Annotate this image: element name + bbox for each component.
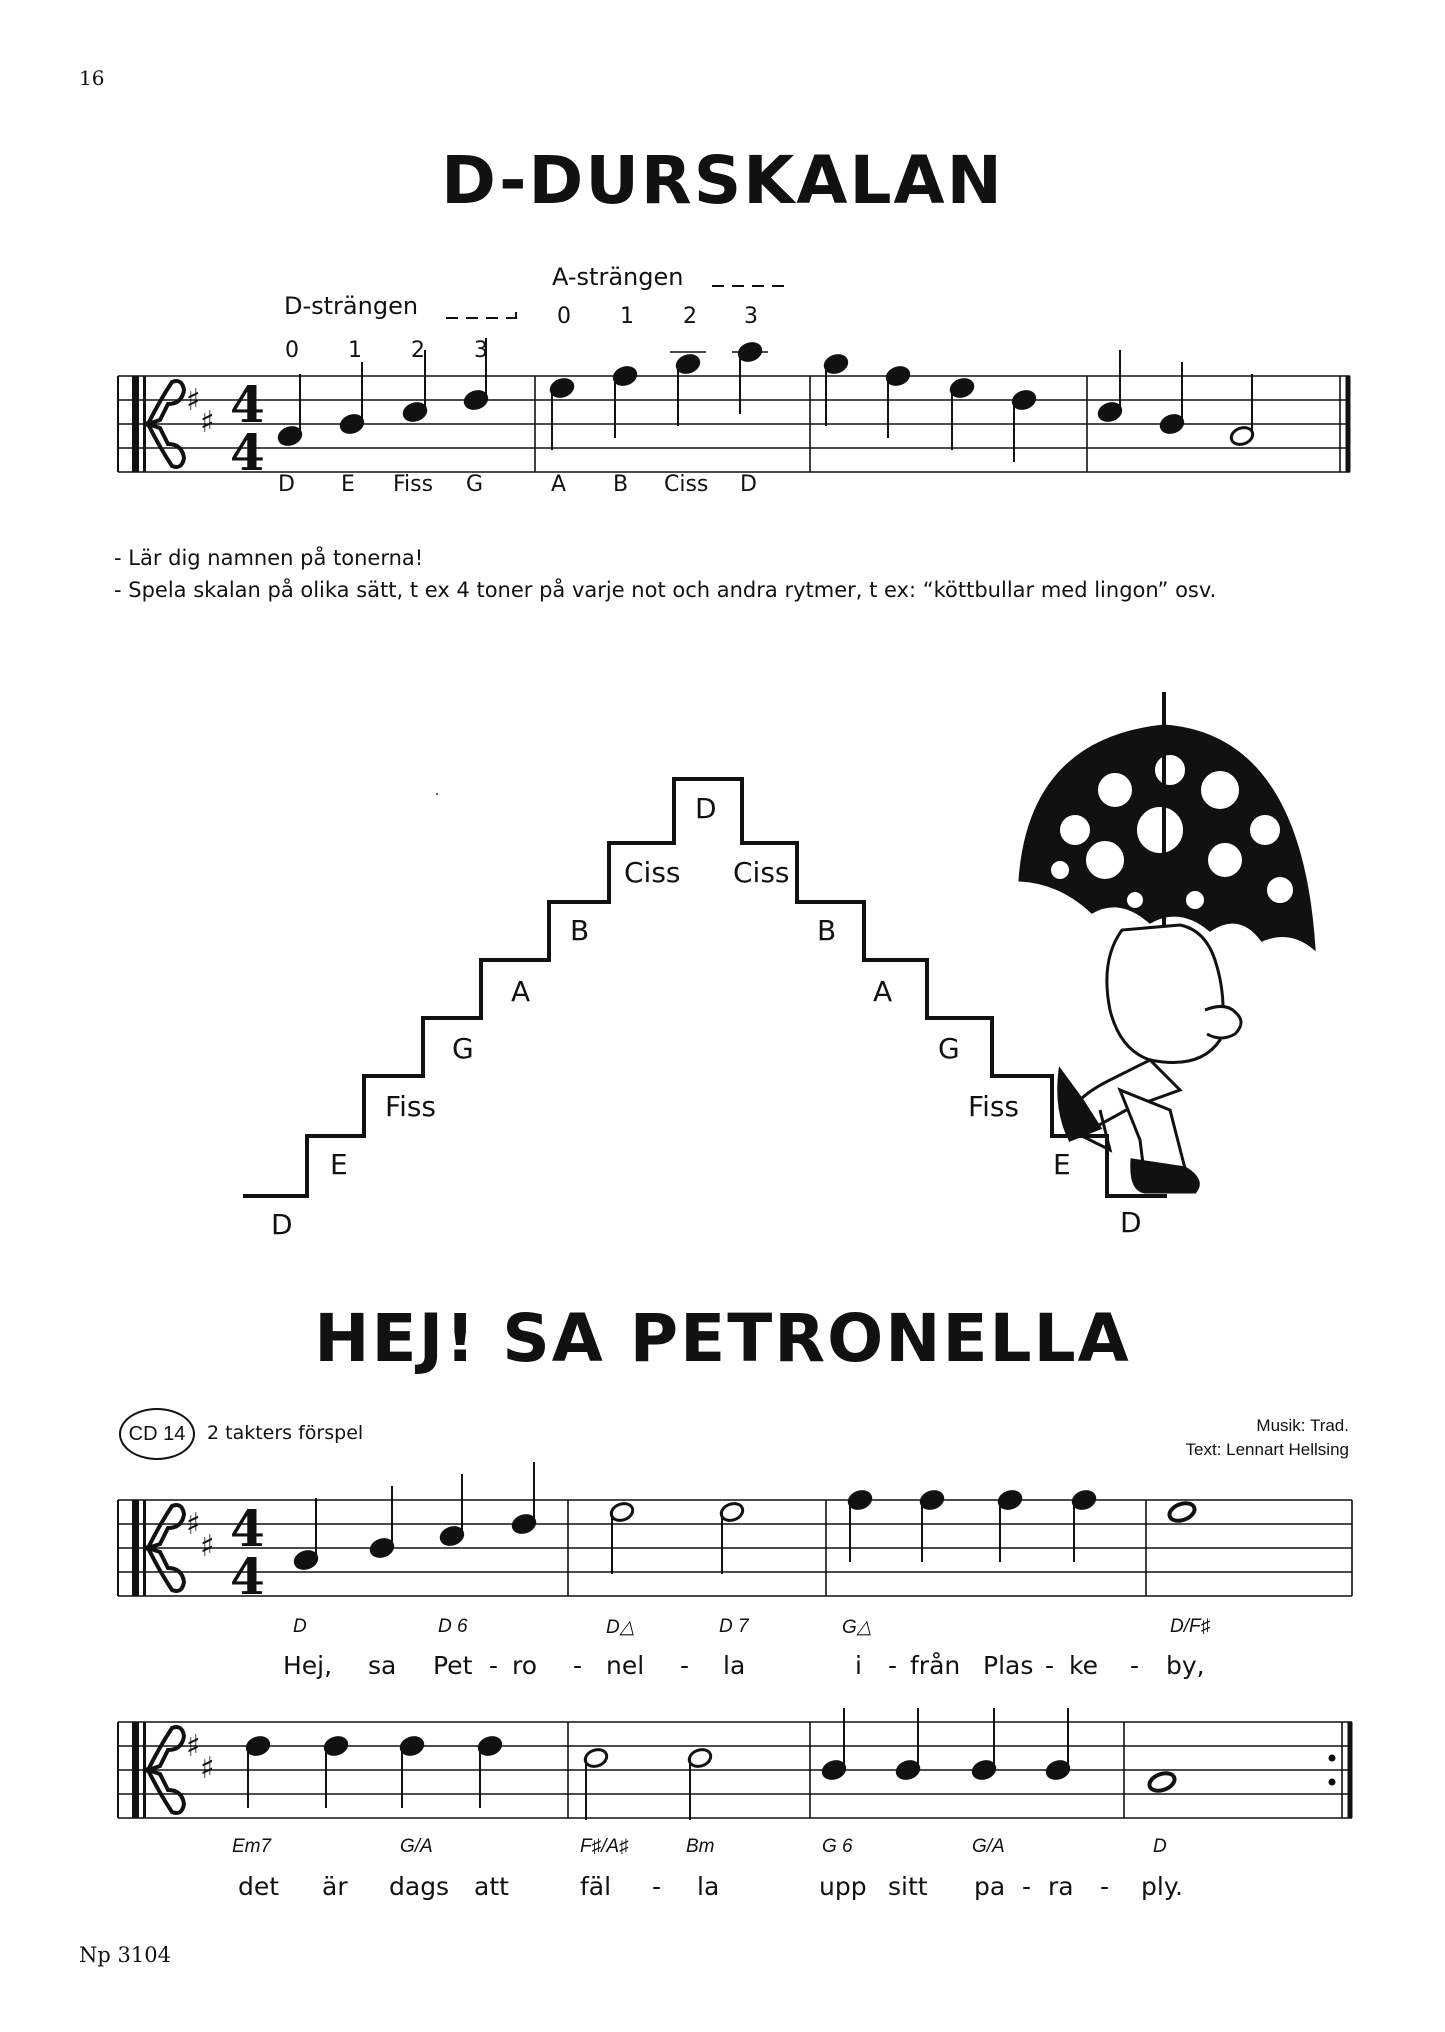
lyric-syllable: la xyxy=(723,1651,746,1680)
stair-label: E xyxy=(330,1148,348,1181)
lyric-syllable: - xyxy=(1045,1651,1055,1680)
finger-number: 1 xyxy=(620,304,634,329)
scale-title: D-DURSKALAN xyxy=(441,142,1004,219)
note-name: Ciss xyxy=(664,472,709,497)
time-signature-2 xyxy=(230,1499,265,1606)
music-note xyxy=(399,1735,425,1808)
stair-label: D xyxy=(271,1208,293,1241)
speck xyxy=(436,793,438,795)
music-note xyxy=(339,362,365,435)
notes-layer xyxy=(245,338,1255,1820)
lyric-syllable: Pet xyxy=(433,1651,473,1680)
page-number: 16 xyxy=(79,66,105,90)
music-note xyxy=(1045,1708,1071,1781)
music-note xyxy=(885,365,911,438)
finger-number: 0 xyxy=(557,304,571,329)
stair-label: Ciss xyxy=(624,856,681,889)
chord-symbol: D xyxy=(293,1616,307,1637)
lyric-syllable: - xyxy=(1022,1872,1032,1901)
music-note xyxy=(675,353,701,426)
chord-symbol: F♯/A♯ xyxy=(580,1836,629,1857)
time-sig-bottom: 4 xyxy=(230,423,265,482)
time-sig-bottom: 4 xyxy=(230,1547,265,1606)
note-name: A xyxy=(551,472,567,497)
a-string-label: A-strängen xyxy=(552,263,684,291)
music-note xyxy=(323,1735,349,1808)
note-name: Fiss xyxy=(393,472,434,497)
time-sig-top: 4 xyxy=(230,375,265,434)
lyric-syllable: - xyxy=(888,1651,898,1680)
music-note xyxy=(1167,1500,1197,1524)
music-note xyxy=(1159,362,1185,435)
finger-number: 3 xyxy=(744,304,758,329)
stair-label: A xyxy=(873,975,893,1008)
music-note xyxy=(895,1708,921,1781)
music-note xyxy=(477,1735,503,1808)
note-name: E xyxy=(341,472,355,497)
stair-label: Fiss xyxy=(968,1090,1020,1123)
music-note xyxy=(1229,374,1255,447)
finger-number: 0 xyxy=(285,338,299,363)
lyric-syllable: ra xyxy=(1048,1872,1074,1901)
chord-symbol: D△ xyxy=(606,1617,635,1638)
music-note xyxy=(583,1747,609,1820)
instruction-line: - Spela skalan på olika sätt, t ex 4 toner på varje not och andra rytmer, t ex: “köttbullar med lingon” osv. xyxy=(114,578,1217,602)
music-note xyxy=(847,1489,873,1562)
music-note xyxy=(949,377,975,450)
note-name: B xyxy=(613,472,629,497)
chord-symbol: D/F♯ xyxy=(1170,1616,1211,1637)
stair-label: E xyxy=(1053,1148,1071,1181)
instruction-line: - Lär dig namnen på tonerna! xyxy=(114,546,424,570)
lyric-syllable: ply. xyxy=(1141,1872,1183,1901)
chord-symbol: D xyxy=(1153,1836,1167,1857)
chord-symbol: G/A xyxy=(400,1836,433,1857)
music-note xyxy=(971,1708,997,1781)
svg-text:♯: ♯ xyxy=(186,1507,201,1542)
music-note xyxy=(1147,1770,1177,1794)
lyric-syllable: - xyxy=(1130,1651,1140,1680)
lyric-syllable: sa xyxy=(368,1651,397,1680)
chord-symbol: Em7 xyxy=(232,1836,272,1857)
music-note xyxy=(687,1747,713,1820)
finger-number: 1 xyxy=(348,338,362,363)
note-name: G xyxy=(466,472,484,497)
music-note xyxy=(997,1489,1023,1562)
music-note xyxy=(277,374,303,447)
key-signature-3 xyxy=(186,1729,215,1786)
lyric-syllable: nel xyxy=(606,1651,645,1680)
music-note xyxy=(549,377,575,450)
svg-text:♯: ♯ xyxy=(200,1529,215,1564)
music-note xyxy=(823,353,849,426)
key-signature-2 xyxy=(186,1507,215,1564)
music-note xyxy=(511,1462,537,1535)
publisher-code: Np 3104 xyxy=(79,1943,171,1967)
lyric-syllable: pa xyxy=(974,1872,1006,1901)
text-credit: Text: Lennart Hellsing xyxy=(1185,1440,1349,1459)
time-sig-top: 4 xyxy=(230,1499,265,1558)
music-note xyxy=(919,1489,945,1562)
music-note xyxy=(402,350,428,423)
lyric-syllable: Hej, xyxy=(283,1651,333,1680)
chord-symbol: G/A xyxy=(972,1836,1005,1857)
stair-label: Fiss xyxy=(385,1090,437,1123)
stair-label: A xyxy=(511,975,531,1008)
d-string-label: D-strängen xyxy=(284,292,419,320)
lyric-syllable: från xyxy=(910,1651,961,1680)
svg-text:♯: ♯ xyxy=(186,383,201,418)
svg-text:♯: ♯ xyxy=(200,405,215,440)
lyric-syllable: dags xyxy=(389,1872,450,1901)
stair-label: G xyxy=(452,1032,474,1065)
music-note xyxy=(719,1501,745,1574)
note-name: D xyxy=(278,472,295,497)
music-note xyxy=(369,1486,395,1559)
lyric-syllable: fäl xyxy=(580,1872,612,1901)
finger-number: 2 xyxy=(411,338,425,363)
lyric-syllable: Plas xyxy=(983,1651,1034,1680)
lyric-syllable: - xyxy=(652,1872,662,1901)
music-note xyxy=(821,1708,847,1781)
time-signature-1 xyxy=(230,375,265,482)
chord-symbol: G 6 xyxy=(822,1836,853,1857)
lyric-syllable: - xyxy=(1100,1872,1110,1901)
chord-symbol: D 6 xyxy=(438,1616,468,1637)
key-signature-1 xyxy=(186,383,215,440)
stair-label: B xyxy=(817,914,837,947)
song-title: HEJ! SA PETRONELLA xyxy=(314,1300,1131,1377)
music-note xyxy=(1097,350,1123,423)
finger-number: 3 xyxy=(474,338,488,363)
music-note xyxy=(245,1735,271,1808)
girl-with-umbrella-illustration xyxy=(1020,692,1314,1192)
lyric-syllable: ke xyxy=(1069,1651,1098,1680)
lyric-syllable: att xyxy=(474,1872,509,1901)
lyric-syllable: by, xyxy=(1166,1651,1205,1680)
music-note xyxy=(463,338,489,411)
lyric-syllable: - xyxy=(680,1651,690,1680)
svg-text:♯: ♯ xyxy=(200,1751,215,1786)
lyric-syllable: upp xyxy=(819,1872,867,1901)
lyric-syllable: ro xyxy=(512,1651,538,1680)
note-name: D xyxy=(740,472,757,497)
music-note xyxy=(1071,1489,1097,1562)
finger-number: 2 xyxy=(683,304,697,329)
stair-label: D xyxy=(1120,1206,1142,1239)
stair-label: G xyxy=(938,1032,960,1065)
music-credit: Musik: Trad. xyxy=(1256,1416,1349,1435)
lyric-syllable: - xyxy=(489,1651,499,1680)
stair-label: Ciss xyxy=(733,856,790,889)
music-note xyxy=(1011,389,1037,462)
lyric-syllable: det xyxy=(238,1872,280,1901)
cd-track-label: CD 14 xyxy=(128,1422,186,1445)
lyric-syllable: i xyxy=(855,1651,862,1680)
song-staff-2 xyxy=(118,1722,1352,1818)
chord-symbol: D 7 xyxy=(719,1616,749,1637)
music-note xyxy=(609,1501,635,1574)
music-note xyxy=(439,1474,465,1547)
svg-text:♯: ♯ xyxy=(186,1729,201,1764)
music-note xyxy=(612,365,638,438)
stair-label: B xyxy=(570,914,590,947)
chord-symbol: G△ xyxy=(842,1617,872,1638)
lyric-syllable: - xyxy=(573,1651,583,1680)
music-note xyxy=(293,1498,319,1571)
chord-symbol: Bm xyxy=(686,1836,715,1857)
string-guides xyxy=(446,286,784,318)
lyric-syllable: la xyxy=(697,1872,720,1901)
lyric-syllable: är xyxy=(322,1872,348,1901)
intro-note: 2 takters förspel xyxy=(207,1422,364,1444)
stair-label: D xyxy=(695,792,717,825)
lyric-syllable: sitt xyxy=(888,1872,928,1901)
